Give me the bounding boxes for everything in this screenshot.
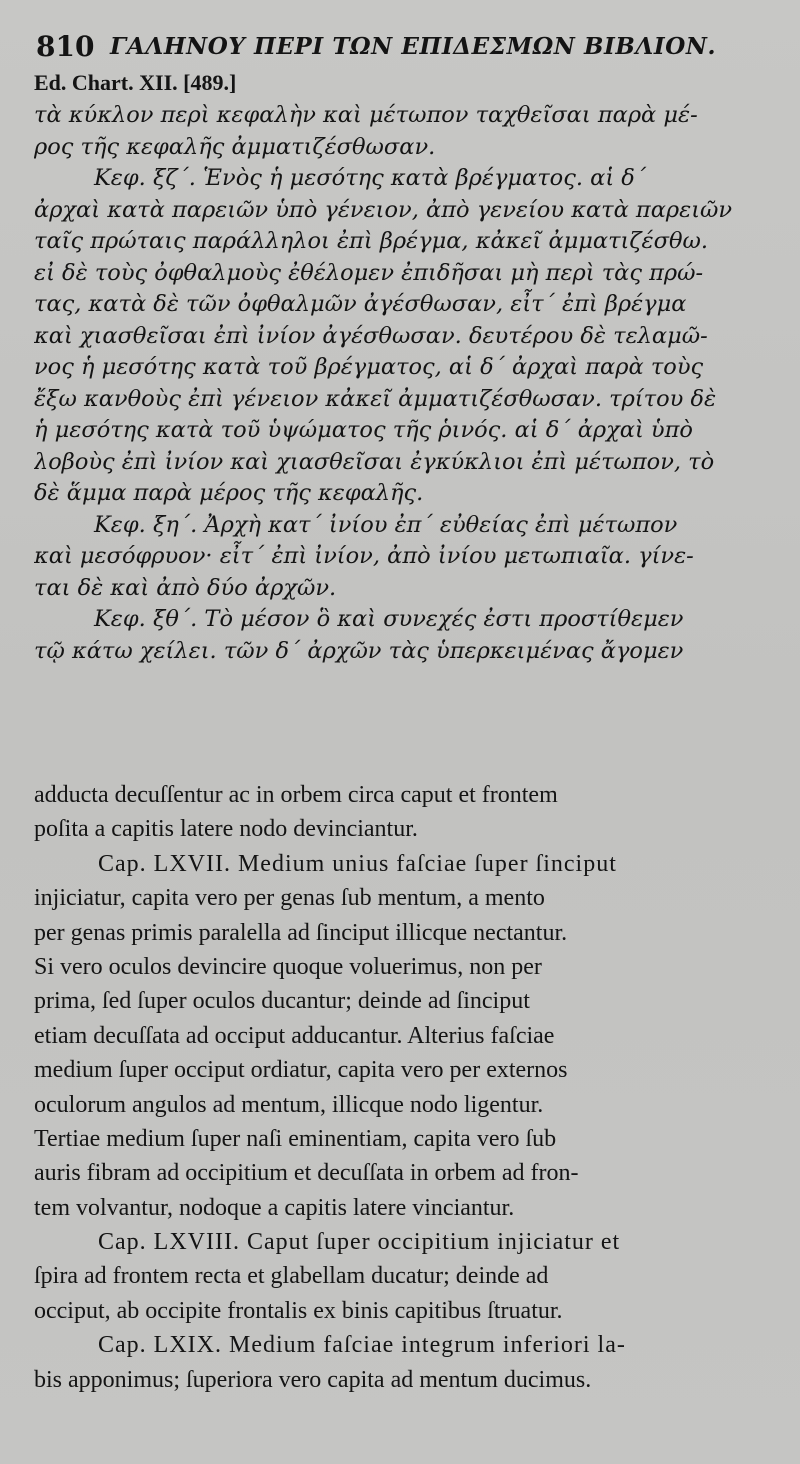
greek-line: ρος τῆς κεφαλῆς ἀμματιζέσθωσαν. — [34, 133, 436, 160]
latin-line: injiciatur, capita vero per genas ſub mentum, a mento — [34, 885, 545, 912]
latin-line: poſita a capitis latere nodo devinciantur. — [34, 816, 418, 843]
greek-line: ἔξω κανθοὺς ἐπὶ γένειον κἀκεῖ ἀμματιζέσθωσαν. τρίτου δὲ — [34, 385, 717, 412]
greek-line: Κεφ. ξθ΄. Τὸ μέσον ὃ καὶ συνεχές ἐστι προστίθεμεν — [94, 606, 684, 632]
latin-line: Cap. LXVIII. Caput ſuper occipitium injiciatur et — [98, 1229, 621, 1256]
latin-line: Cap. LXIX. Medium faſciae integrum inferiori la- — [98, 1332, 626, 1359]
greek-line: ταῖς πρώταις παράλληλοι ἐπὶ βρέγμα, κἀκεῖ ἀμματιζέσθω. — [34, 228, 709, 254]
greek-line: ται δὲ καὶ ἀπὸ δύο ἀρχῶν. — [34, 574, 337, 601]
latin-line: per genas primis paralella ad ſinciput illicque nectantur. — [34, 919, 568, 946]
greek-line: τας, κατὰ δὲ τῶν ὀφθαλμῶν ἀγέσθωσαν, εἶτ΄ ἐπὶ βρέγμα — [34, 291, 687, 317]
latin-line: oculorum angulos ad mentum, illicque nodo ligentur. — [34, 1091, 544, 1118]
latin-line: bis apponimus; ſuperiora vero capita ad mentum ducimus. — [34, 1366, 592, 1393]
greek-line: δὲ ἅμμα παρὰ μέρος τῆς κεφαλῆς. — [34, 480, 424, 506]
latin-line: prima, ſed ſuper oculos ducantur; deinde ad ſinciput — [34, 988, 530, 1015]
greek-line: Κεφ. ξζ΄. Ἑνὸς ἡ μεσότης κατὰ βρέγματος. αἱ δ΄ — [94, 165, 647, 191]
latin-line: tem volvantur, nodoque a capitis latere vinciantur. — [34, 1194, 515, 1221]
latin-line: etiam decuſſata ad occiput adducantur. Alterius faſciae — [34, 1022, 555, 1049]
greek-line: ἀρχαὶ κατὰ παρειῶν ὑπὸ γένειον, ἀπὸ γενείου κατὰ παρειῶν — [34, 196, 733, 223]
greek-line: καὶ μεσόφρυον· εἶτ΄ ἐπὶ ἰνίον, ἀπὸ ἰνίου μετωπιαῖα. γίνε- — [34, 543, 694, 569]
greek-line: τὰ κύκλον περὶ κεφαλὴν καὶ μέτωπον ταχθεῖσαι παρὰ μέ- — [34, 102, 698, 128]
greek-line: λοβοὺς ἐπὶ ἰνίον καὶ χιασθεῖσαι ἐγκύκλιοι ἐπὶ μέτωπον, τὸ — [34, 448, 715, 475]
latin-text-block — [34, 778, 769, 1397]
running-title: ΓΑΛΗΝΟΥ ΠΕΡΙ ΤΩΝ ΕΠΙΔΕΣΜΩΝ ΒΙΒΛΙΟΝ. — [110, 33, 717, 60]
edition-reference: Ed. Chart. XII. [489.] — [34, 70, 237, 95]
page-number: 810 — [36, 30, 95, 63]
latin-line: medium ſuper occiput ordiatur, capita vero per externos — [34, 1057, 568, 1084]
latin-line: auris fibram ad occipitium et decuſſata in orbem ad fron- — [34, 1160, 579, 1187]
latin-line: occiput, ab occipite frontalis ex binis capitibus ſtruatur. — [34, 1297, 563, 1324]
latin-line: Si vero oculos devincire quoque voluerimus, non per — [34, 953, 542, 980]
latin-line: Tertiae medium ſuper naſi eminentiam, capita vero ſub — [34, 1125, 557, 1152]
greek-line: νος ἡ μεσότης κατὰ τοῦ βρέγματος, αἱ δ΄ ἀρχαὶ παρὰ τοὺς — [34, 354, 704, 380]
page-header — [36, 30, 740, 66]
greek-text-block — [34, 100, 769, 667]
greek-line: καὶ χιασθεῖσαι ἐπὶ ἰνίον ἀγέσθωσαν. δευτέρου δὲ τελαμῶ- — [34, 322, 708, 349]
greek-line: τῷ κάτω χείλει. τῶν δ΄ ἀρχῶν τὰς ὑπερκειμένας ἄγομεν — [34, 637, 684, 664]
greek-line: Κεφ. ξη΄. Ἀρχὴ κατ΄ ἰνίου ἐπ΄ εὐθείας ἐπὶ μέτωπον — [94, 511, 678, 538]
latin-line: Cap. LXVII. Medium unius faſciae ſuper ſinciput — [98, 850, 617, 877]
latin-line: ſpira ad frontem recta et glabellam ducatur; deinde ad — [34, 1263, 549, 1290]
latin-line: adducta decuſſentur ac in orbem circa caput et frontem — [34, 782, 558, 808]
greek-line: ἡ μεσότης κατὰ τοῦ ὑψώματος τῆς ῥινός. αἱ δ΄ ἀρχαὶ ὑπὸ — [34, 417, 693, 443]
greek-line: εἰ δὲ τοὺς ὀφθαλμοὺς ἐθέλομεν ἐπιδῆσαι μὴ περὶ τὰς πρώ- — [34, 259, 704, 286]
